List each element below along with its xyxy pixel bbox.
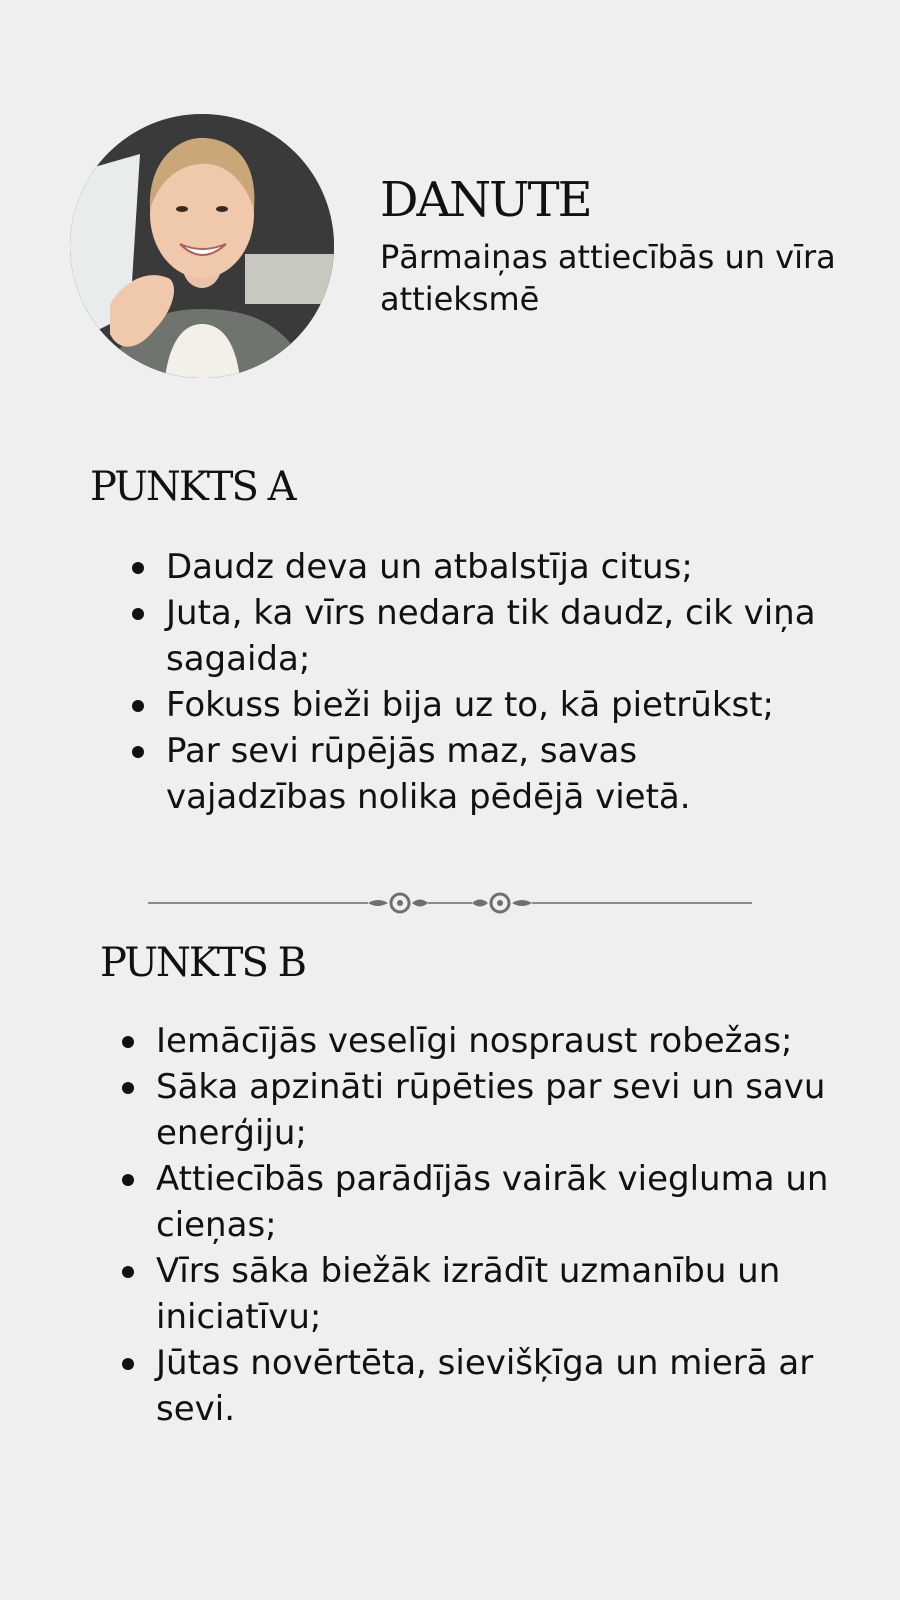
profile-subtitle: Pārmaiņas attiecībās un vīra attieksmē <box>380 238 836 318</box>
list-item: Vīrs sāka biežāk izrādīt uzmanību un iniciatīvu; <box>118 1248 858 1340</box>
profile-name: DANUTE <box>380 172 591 228</box>
list-item: Par sevi rūpējās maz, savas vajadzības nolika pēdējā vietā. <box>128 728 828 820</box>
profile-photo <box>70 114 334 378</box>
list-item: Iemācījās veselīgi nospraust robežas; <box>118 1018 858 1064</box>
section-a-list <box>128 544 828 820</box>
list-item: Juta, ka vīrs nedara tik daudz, cik viņa sagaida; <box>128 590 828 682</box>
section-b-title: PUNKTS B <box>100 940 305 986</box>
list-item: Fokuss bieži bija uz to, kā pietrūkst; <box>128 682 828 728</box>
section-a-title: PUNKTS A <box>90 464 295 510</box>
list-item: Daudz deva un atbalstīja citus; <box>128 544 828 590</box>
ornamental-divider-icon <box>148 888 752 918</box>
list-item: Jūtas novērtēta, sievišķīga un mierā ar sevi. <box>118 1340 858 1432</box>
list-item: Sāka apzināti rūpēties par sevi un savu enerģiju; <box>118 1064 858 1156</box>
list-item: Attiecībās parādījās vairāk viegluma un cieņas; <box>118 1156 858 1248</box>
section-b-list <box>118 1018 858 1432</box>
